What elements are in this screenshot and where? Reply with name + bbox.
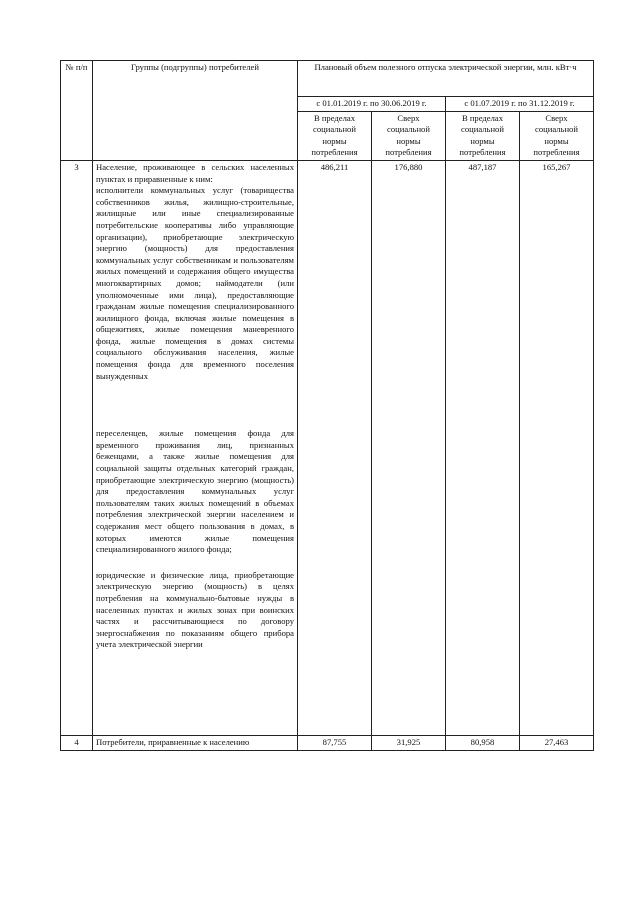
- header-group-cell: [93, 61, 298, 161]
- row-group-text: [93, 160, 298, 735]
- value-cell: 486,211: [298, 160, 372, 735]
- spacer: [96, 556, 294, 570]
- value-cell: 80,958: [446, 735, 520, 750]
- header-volume-cell: [298, 61, 594, 97]
- value-cell: 176,880: [372, 160, 446, 735]
- group-paragraph: юридические и физические лица, приобретающие электрическую энергию (мощность) в целях потребления на коммунально-бытовые нужды в населенных пунктах и жилых зонах при воинских частях и рассчитывающиеся по договору энергоснабжения по показаниям общего прибора учета электрической энергии: [96, 569, 294, 650]
- group-paragraph: Население, проживающее в сельских населенных пунктах и приравненные к ним:: [96, 161, 294, 184]
- spacer: [96, 382, 294, 428]
- value-cell: 165,267: [520, 160, 594, 735]
- header-group: Группы (подгруппы) потребителей: [131, 62, 259, 72]
- header-period2: с 01.07.2019 г. по 31.12.2019 г.: [446, 97, 594, 112]
- row-number: 3: [61, 160, 93, 735]
- table-row: [61, 160, 594, 735]
- table-row: [61, 735, 594, 750]
- group-paragraph: Потребители, приравненные к населению: [96, 736, 250, 747]
- header-period1: с 01.01.2019 г. по 30.06.2019 г.: [298, 97, 446, 112]
- value-cell: 27,463: [520, 735, 594, 750]
- group-paragraph: исполнители коммунальных услуг (товарищества собственников жилья, жилищно-строительные, жилищные или иные специализированные потребительские кооперативы либо управляющие организации), приобретающие электрическую энергию (мощность) для предоставления коммунальных услуг собственникам и пользователям жилых помещений и содержания общего имущества многоквартирных домов; наймодатели (или уполномоченные ими лица), предоставляющие гражданам жилые помещения специализированного жилищного фонда, включая жилые помещения в общежитиях, жилые помещения маневренного фонда, жилые помещения в домах системы социального обслуживания населения, жилые помещения фонда для временного поселения вынужденных: [96, 185, 294, 381]
- header-num: № п/п: [65, 62, 88, 72]
- value-cell: 31,925: [372, 735, 446, 750]
- value-cell: 487,187: [446, 160, 520, 735]
- header-above-norm-1: Сверх социальной нормы потребления: [372, 111, 446, 160]
- header-volume-title: Плановый объем полезного отпуска электрической энергии, млн. кВт·ч: [314, 62, 577, 72]
- header-within-norm-1: В пределах социальной нормы потребления: [298, 111, 372, 160]
- row-number: 4: [61, 735, 93, 750]
- value-cell: 87,755: [298, 735, 372, 750]
- tariff-volume-table: [60, 60, 594, 751]
- row-group-text: [93, 735, 298, 750]
- header-above-norm-2: Сверх социальной нормы потребления: [520, 111, 594, 160]
- group-paragraph: переселенцев, жилые помещения фонда для временного проживания лиц, признанных беженцами, а также жилые помещения для социальной защиты отдельных категорий граждан, приобретающие электрическую энергию (мощность) для предоставления коммунальных услуг пользователям таких жилых помещений в объемах потребления электрической энергии населением и содержания мест общего пользования в домах, в которых имеются жилые помещения специализированного жилого фонда;: [96, 428, 294, 555]
- header-num-cell: [61, 61, 93, 161]
- header-within-norm-2: В пределах социальной нормы потребления: [446, 111, 520, 160]
